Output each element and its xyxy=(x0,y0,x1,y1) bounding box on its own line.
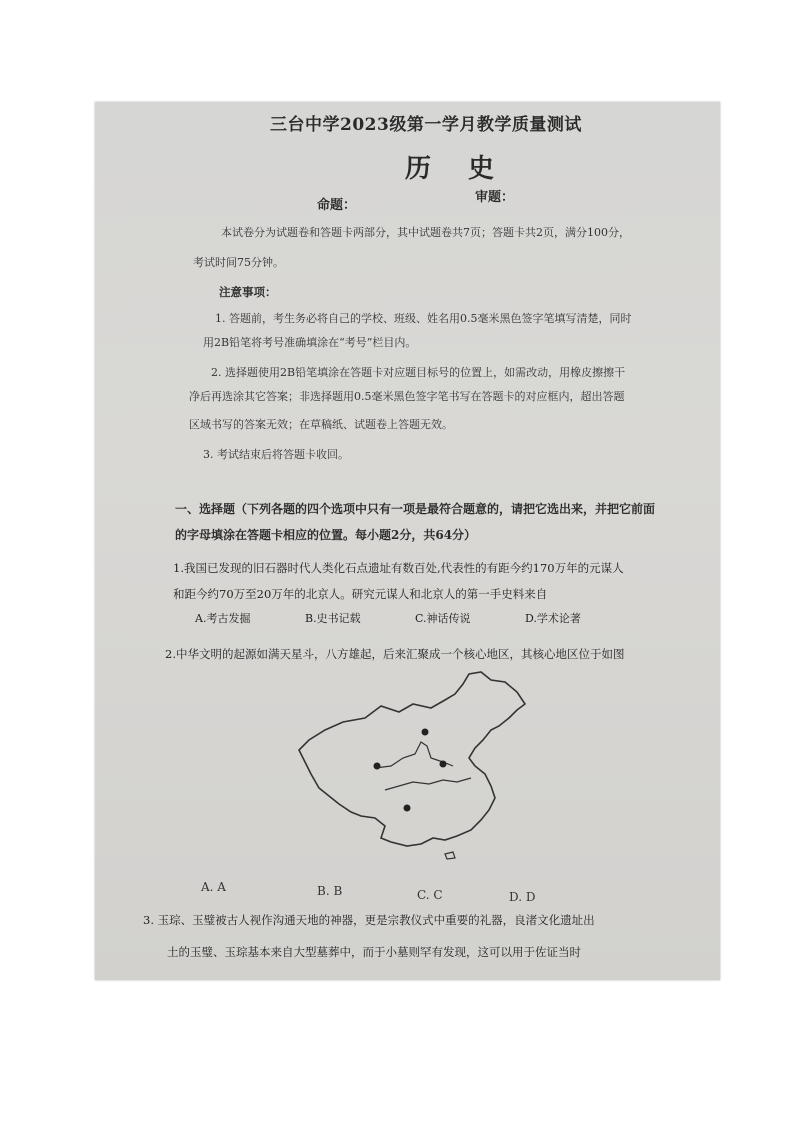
q3-line-2: 土的玉璧、玉琮基本来自大型墓葬中，而于小墓则罕有发现，这可以用于佐证当时 xyxy=(167,945,581,959)
reviewer-label: 审题： xyxy=(475,190,515,205)
notes-heading: 注意事项： xyxy=(219,285,277,299)
china-border xyxy=(299,672,525,846)
q2-line-1: 2.中华文明的起源如满天星斗，八方雄起，后来汇聚成一个核心地区，其核心地区位于如图 xyxy=(165,647,625,661)
q3-line-1: 3. 玉琮、玉璧被古人视作沟通天地的神器，更是宗教仪式中重要的礼器，良渚文化遗址出 xyxy=(143,913,595,927)
intro-line-2: 考试时间75分钟。 xyxy=(193,256,284,269)
q1-option-d: D.学术论著 xyxy=(525,612,581,625)
q1-line-1: 1.我国已发现的旧石器时代人类化石点遗址有数百处,代表性的有距今约170万年的元谋人 xyxy=(173,561,624,575)
china-outline-map xyxy=(295,670,555,860)
marker-d xyxy=(404,805,411,812)
section-1-heading-line-1: 一、选择题（下列各题的四个选项中只有一项是最符合题意的，请把它选出来，并把它前面 xyxy=(175,502,656,516)
marker-a xyxy=(422,729,429,736)
q1-line-2: 和距今约70万至20万年的北京人。研究元谋人和北京人的第一手史料来自 xyxy=(173,587,548,601)
subject-title: 历 史 xyxy=(405,154,509,184)
intro-line-1: 本试卷分为试题卷和答题卡两部分，其中试题卷共7页；答题卡共2页，满分100分， xyxy=(221,226,630,239)
q1-option-c: C.神话传说 xyxy=(415,612,471,625)
note-2-line-2: 净后再选涂其它答案；非选择题用0.5毫米黑色签字笔书写在答题卡的对应框内，超出答题 xyxy=(189,390,625,403)
q2-option-a: A. A xyxy=(201,880,226,894)
yangtze-river xyxy=(385,778,471,790)
q1-option-a: A.考古发掘 xyxy=(195,612,251,625)
q2-option-d: D. D xyxy=(509,890,536,904)
hainan-island xyxy=(445,852,455,859)
note-3: 3. 考试结束后将答题卡收回。 xyxy=(203,448,349,461)
marker-c xyxy=(440,761,447,768)
setter-label: 命题： xyxy=(317,198,357,213)
note-1-line-2: 用2B铅笔将考号准确填涂在“考号”栏目内。 xyxy=(203,336,417,349)
note-2-line-3: 区域书写的答案无效；在草稿纸、试题卷上答题无效。 xyxy=(189,418,453,431)
note-2-line-1: 2. 选择题使用2B铅笔填涂在答题卡对应题目标号的位置上，如需改动，用橡皮擦擦干 xyxy=(211,366,626,379)
marker-b xyxy=(374,763,381,770)
q2-option-b: B. B xyxy=(317,884,343,898)
q1-option-b: B.史书记载 xyxy=(305,612,361,625)
q2-option-c: C. C xyxy=(417,888,443,902)
exam-title: 三台中学2023级第一学月教学质量测试 xyxy=(270,115,582,135)
note-1-line-1: 1. 答题前，考生务必将自己的学校、班级、姓名用0.5毫米黑色签字笔填写清楚，同时 xyxy=(215,312,632,325)
section-1-heading-line-2: 的字母填涂在答题卡相应的位置。每小题2分，共64分） xyxy=(175,528,477,542)
exam-paper-photo xyxy=(95,102,720,980)
